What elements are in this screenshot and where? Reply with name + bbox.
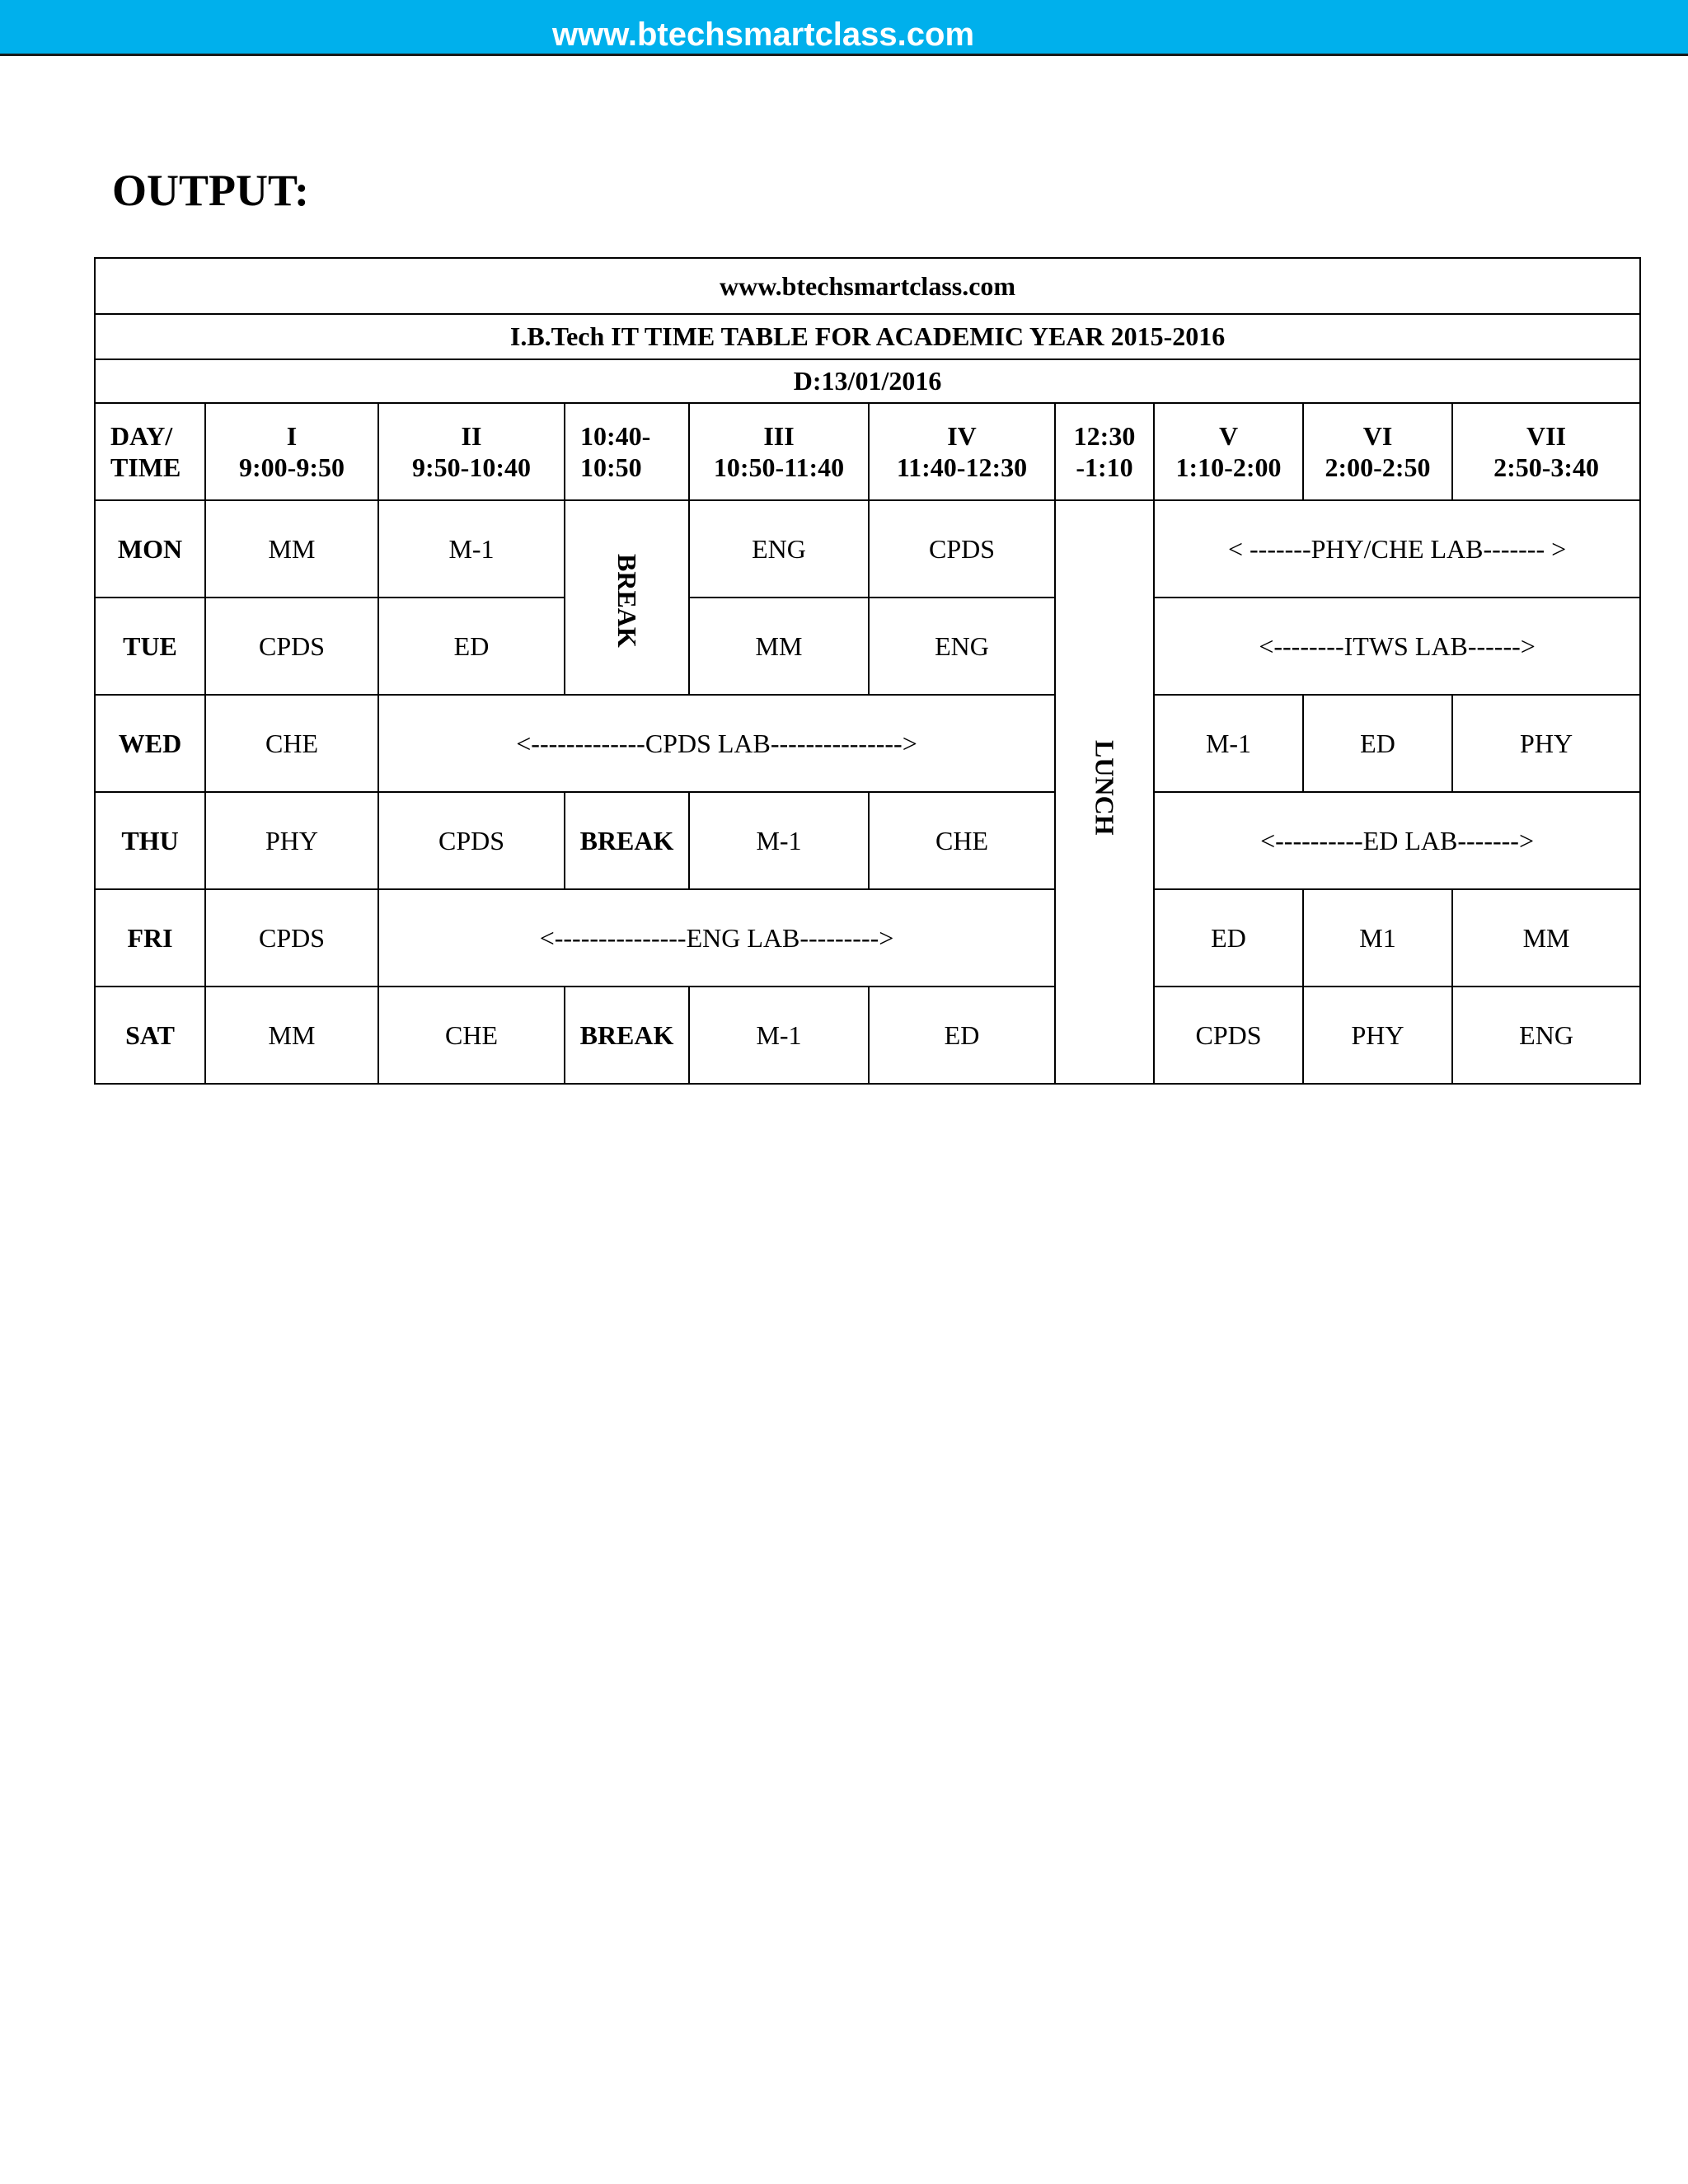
cell-fri-p1: CPDS bbox=[205, 889, 378, 987]
table-row-wed bbox=[95, 695, 1640, 792]
timetable-site: www.btechsmartclass.com bbox=[95, 258, 1640, 314]
cell-sat-p6: PHY bbox=[1303, 987, 1452, 1084]
cell-wed-p6: ED bbox=[1303, 695, 1452, 792]
timetable-date: D:13/01/2016 bbox=[95, 359, 1640, 403]
table-row-sat bbox=[95, 987, 1640, 1084]
cell-sat-p4: ED bbox=[869, 987, 1055, 1084]
cell-sat-p3: M-1 bbox=[689, 987, 869, 1084]
cell-wed-p7: PHY bbox=[1452, 695, 1640, 792]
cell-wed-p1: CHE bbox=[205, 695, 378, 792]
cell-sat-break: BREAK bbox=[565, 987, 689, 1084]
cell-mon-lab: < -------PHY/CHE LAB------- > bbox=[1154, 500, 1640, 598]
cell-thu-p3: M-1 bbox=[689, 792, 869, 889]
col-period-7: VII 2:50-3:40 bbox=[1452, 403, 1640, 500]
cell-sat-p2: CHE bbox=[378, 987, 565, 1084]
col-lunch: 12:30 -1:10 bbox=[1055, 403, 1154, 500]
cell-fri-p5: ED bbox=[1154, 889, 1303, 987]
cell-mon-p3: ENG bbox=[689, 500, 869, 598]
break-cell-mon-tue: BREAK bbox=[565, 500, 689, 695]
day-label: WED bbox=[95, 695, 205, 792]
col-period-5: V 1:10-2:00 bbox=[1154, 403, 1303, 500]
table-row-mon bbox=[95, 500, 1640, 598]
cell-thu-lab: <----------ED LAB-------> bbox=[1154, 792, 1640, 889]
col-break: 10:40- 10:50 bbox=[565, 403, 689, 500]
lunch-cell: LUNCH bbox=[1055, 500, 1154, 1084]
site-banner-text: www.btechsmartclass.com bbox=[551, 16, 975, 53]
cell-thu-p1: PHY bbox=[205, 792, 378, 889]
cell-fri-p7: MM bbox=[1452, 889, 1640, 987]
cell-thu-break: BREAK bbox=[565, 792, 689, 889]
col-period-2: II 9:50-10:40 bbox=[378, 403, 565, 500]
day-label: MON bbox=[95, 500, 205, 598]
table-row-thu bbox=[95, 792, 1640, 889]
col-daytime: DAY/ TIME bbox=[95, 403, 205, 500]
cell-sat-p5: CPDS bbox=[1154, 987, 1303, 1084]
table-row-fri bbox=[95, 889, 1640, 987]
cell-tue-p4: ENG bbox=[869, 598, 1055, 695]
cell-tue-p2: ED bbox=[378, 598, 565, 695]
cell-mon-p2: M-1 bbox=[378, 500, 565, 598]
cell-thu-p4: CHE bbox=[869, 792, 1055, 889]
cell-wed-p5: M-1 bbox=[1154, 695, 1303, 792]
cell-tue-p1: CPDS bbox=[205, 598, 378, 695]
cell-mon-p4: CPDS bbox=[869, 500, 1055, 598]
header-row bbox=[95, 403, 1640, 500]
col-period-1: I 9:00-9:50 bbox=[205, 403, 378, 500]
site-banner bbox=[0, 0, 1688, 56]
output-heading: OUTPUT: bbox=[112, 166, 309, 215]
cell-wed-lab: <-------------CPDS LAB---------------> bbox=[378, 695, 1055, 792]
day-label: THU bbox=[95, 792, 205, 889]
table-row-tue bbox=[95, 598, 1640, 695]
cell-thu-p2: CPDS bbox=[378, 792, 565, 889]
day-label: FRI bbox=[95, 889, 205, 987]
cell-mon-p1: MM bbox=[205, 500, 378, 598]
cell-sat-p7: ENG bbox=[1452, 987, 1640, 1084]
cell-sat-p1: MM bbox=[205, 987, 378, 1084]
timetable bbox=[94, 257, 1641, 1085]
cell-fri-lab: <---------------ENG LAB---------> bbox=[378, 889, 1055, 987]
col-period-3: III 10:50-11:40 bbox=[689, 403, 869, 500]
cell-tue-p3: MM bbox=[689, 598, 869, 695]
day-label: SAT bbox=[95, 987, 205, 1084]
timetable-title: I.B.Tech IT TIME TABLE FOR ACADEMIC YEAR 2015-2016 bbox=[95, 314, 1640, 359]
col-period-4: IV 11:40-12:30 bbox=[869, 403, 1055, 500]
col-period-6: VI 2:00-2:50 bbox=[1303, 403, 1452, 500]
cell-fri-p6: M1 bbox=[1303, 889, 1452, 987]
cell-tue-lab: <--------ITWS LAB------> bbox=[1154, 598, 1640, 695]
day-label: TUE bbox=[95, 598, 205, 695]
